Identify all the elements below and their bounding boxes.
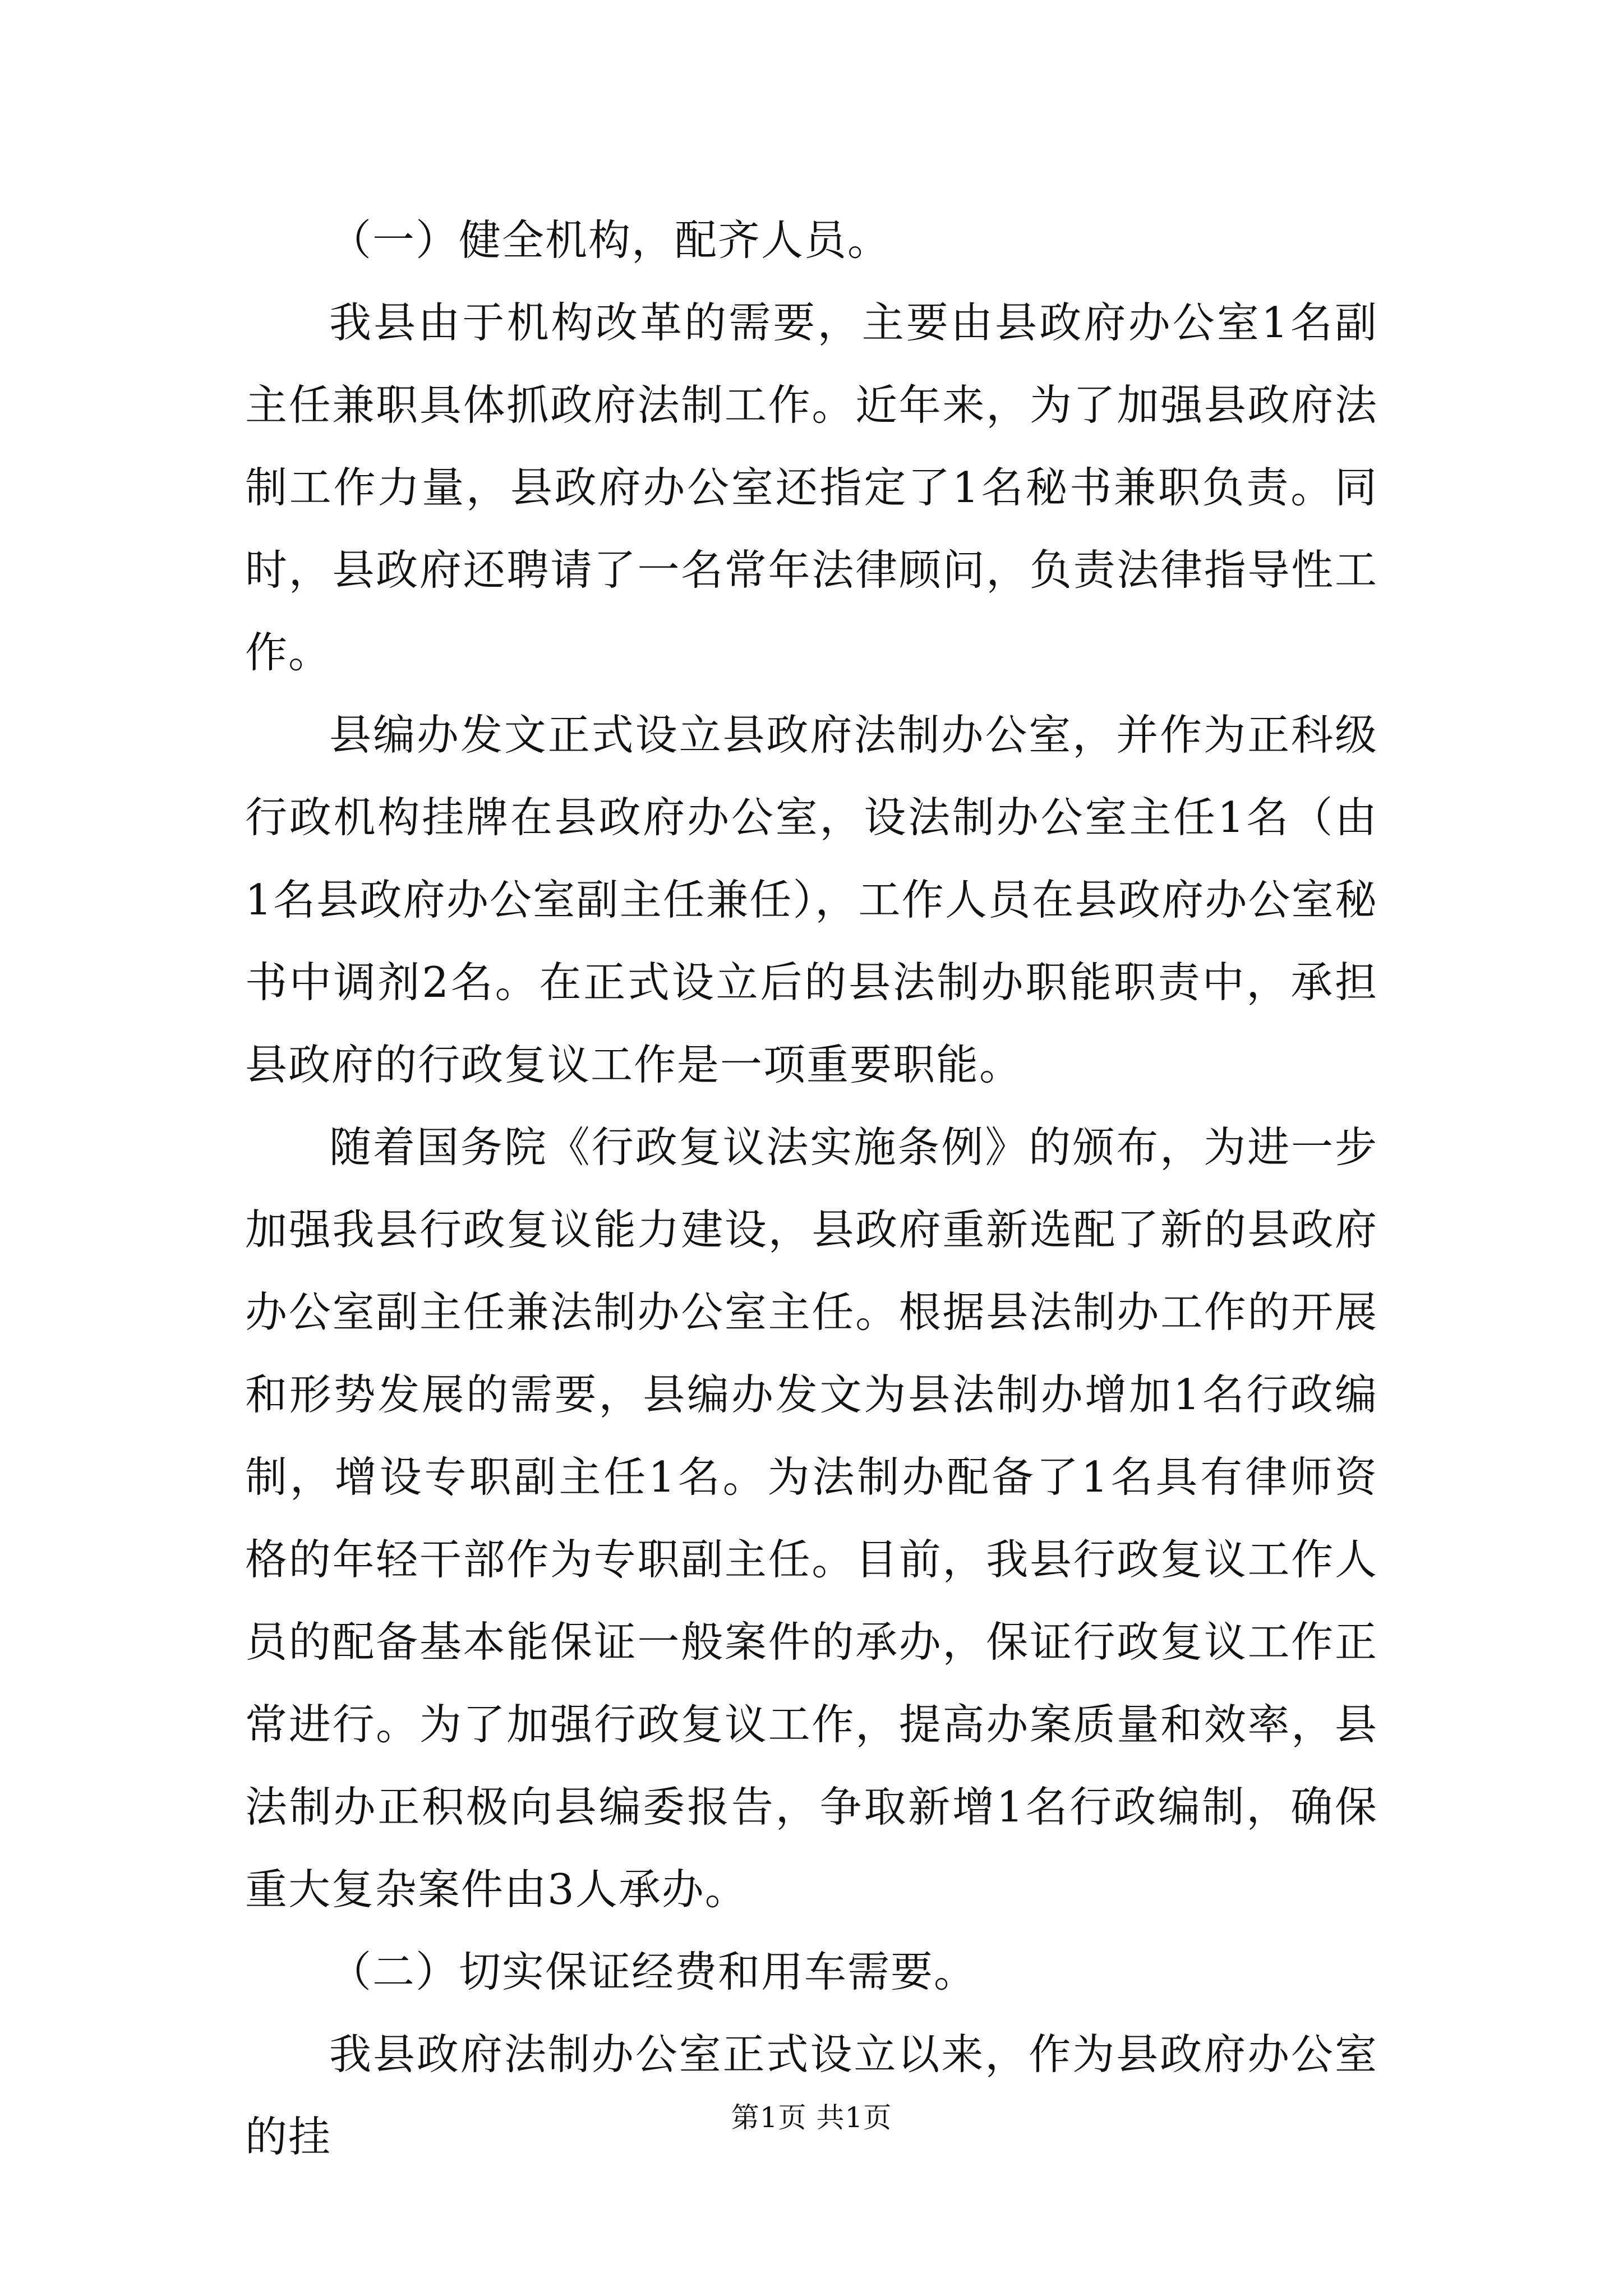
paragraph-1: 我县由于机构改革的需要，主要由县政府办公室1名副主任兼职具体抓政府法制工作。近年来，为了加强县政府法制工作力量，县政府办公室还指定了1名秘书兼职负责。同时，县政府还聘请了一名常年法律顾问，负责法律指导性工作。 [245,298,1378,677]
section-heading-1: （一）健全机构，配齐人员。 [329,215,891,265]
page-footer: 第1页 共1页 [731,2101,892,2134]
section-heading-2: （二）切实保证经费和用车需要。 [329,1947,978,1996]
paragraph-2: 县编办发文正式设立县政府法制办公室，并作为正科级行政机构挂牌在县政府办公室，设法制办公室主任1名（由1名县政府办公室副主任兼任），工作人员在县政府办公室秘书中调剂2名。在正式设立后的县法制办职能职责中，承担县政府的行政复议工作是一项重要职能。 [245,710,1378,1089]
paragraph-4: 我县政府法制办公室正式设立以来，作为县政府办公室的挂 [245,2030,1378,2161]
document-body [245,199,1378,2178]
paragraph-3: 随着国务院《行政复议法实施条例》的颁布，为进一步加强我县行政复议能力建设，县政府重新选配了新的县政府办公室副主任兼法制办公室主任。根据县法制办工作的开展和形势发展的需要，县编办发文为县法制办增加1名行政编制，增设专职副主任1名。为法制办配备了1名具有律师资格的年轻干部作为专职副主任。目前，我县行政复议工作人员的配备基本能保证一般案件的承办，保证行政复议工作正常进行。为了加强行政复议工作，提高办案质量和效率，县法制办正积极向县编委报告，争取新增1名行政编制，确保重大复杂案件由3人承办。 [245,1122,1378,1914]
